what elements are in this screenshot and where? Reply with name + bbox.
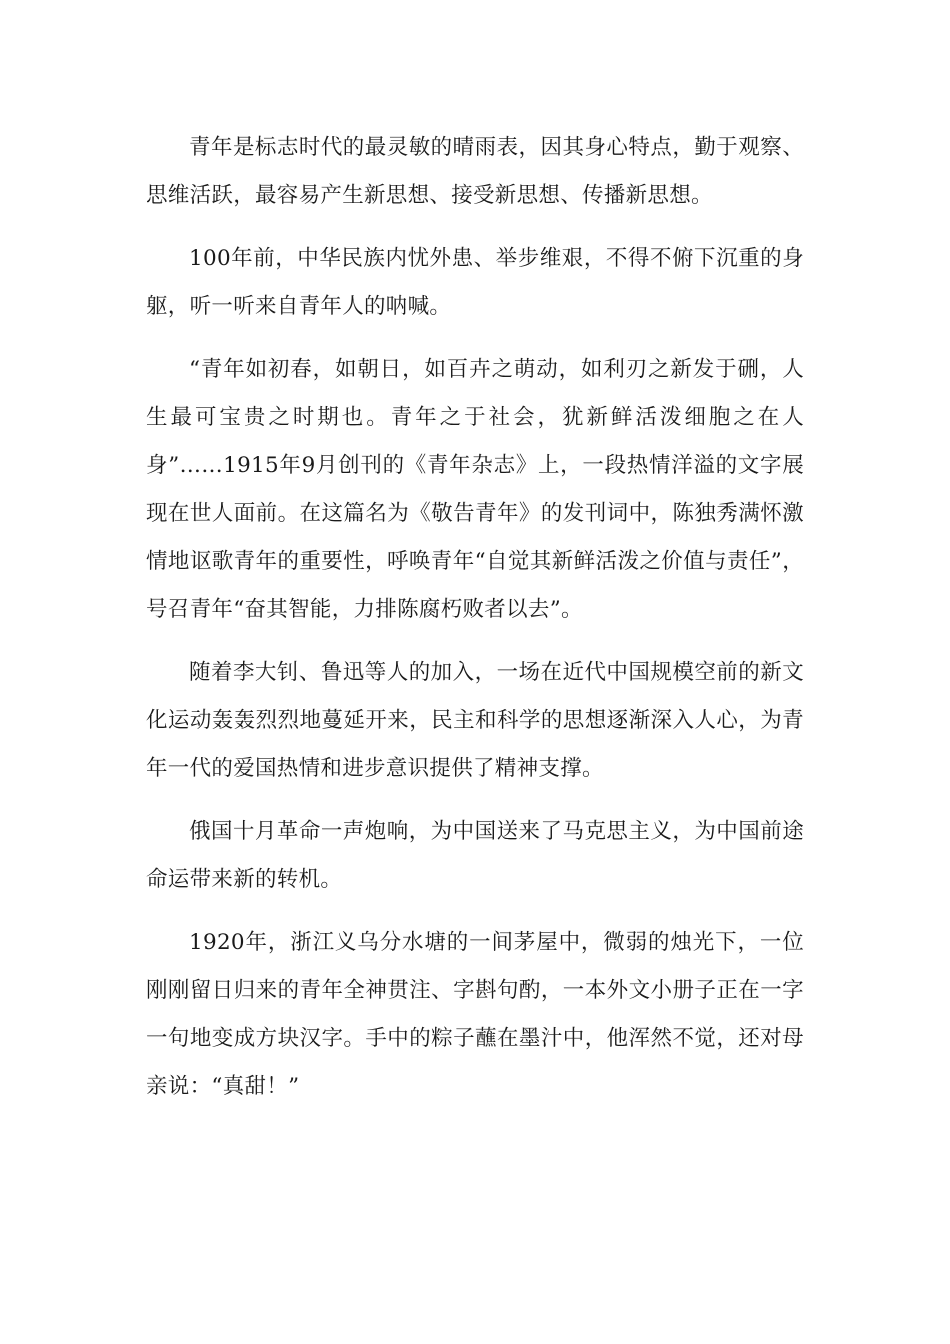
paragraph-1: 青年是标志时代的最灵敏的晴雨表，因其身心特点，勤于观察、思维活跃，最容易产生新思想、接受新思想、传播新思想。: [146, 135, 804, 208]
paragraph-5: 俄国十月革命一声炮响，为中国送来了马克思主义，为中国前途命运带来新的转机。: [146, 819, 804, 892]
paragraph-2: 100年前，中华民族内忧外患、举步维艰，不得不俯下沉重的身躯，听一听来自青年人的呐喊。: [146, 246, 804, 319]
document-body: [146, 124, 804, 1126]
paragraph-4: 随着李大钊、鲁迅等人的加入，一场在近代中国规模空前的新文化运动轰轰烈烈地蔓延开来，民主和科学的思想逐渐深入人心，为青年一代的爱国热情和进步意识提供了精神支撑。: [146, 660, 804, 781]
paragraph-3: “青年如初春，如朝日，如百卉之萌动，如利刃之新发于硎，人生最可宝贵之时期也。青年之于社会，犹新鲜活泼细胞之在人身”……1915年9月创刊的《青年杂志》上，一段热情洋溢的文字展现在世人面前。在这篇名为《敬告青年》的发刊词中，陈独秀满怀激情地讴歌青年的重要性，呼唤青年“自觉其新鲜活泼之价值与责任”，号召青年“奋其智能，力排陈腐朽败者以去”。: [146, 357, 804, 622]
paragraph-6: 1920年，浙江义乌分水塘的一间茅屋中，微弱的烛光下，一位刚刚留日归来的青年全神贯注、字斟句酌，一本外文小册子正在一字一句地变成方块汉字。手中的粽子蘸在墨汁中，他浑然不觉，还对母亲说：“真甜！”: [146, 930, 804, 1099]
